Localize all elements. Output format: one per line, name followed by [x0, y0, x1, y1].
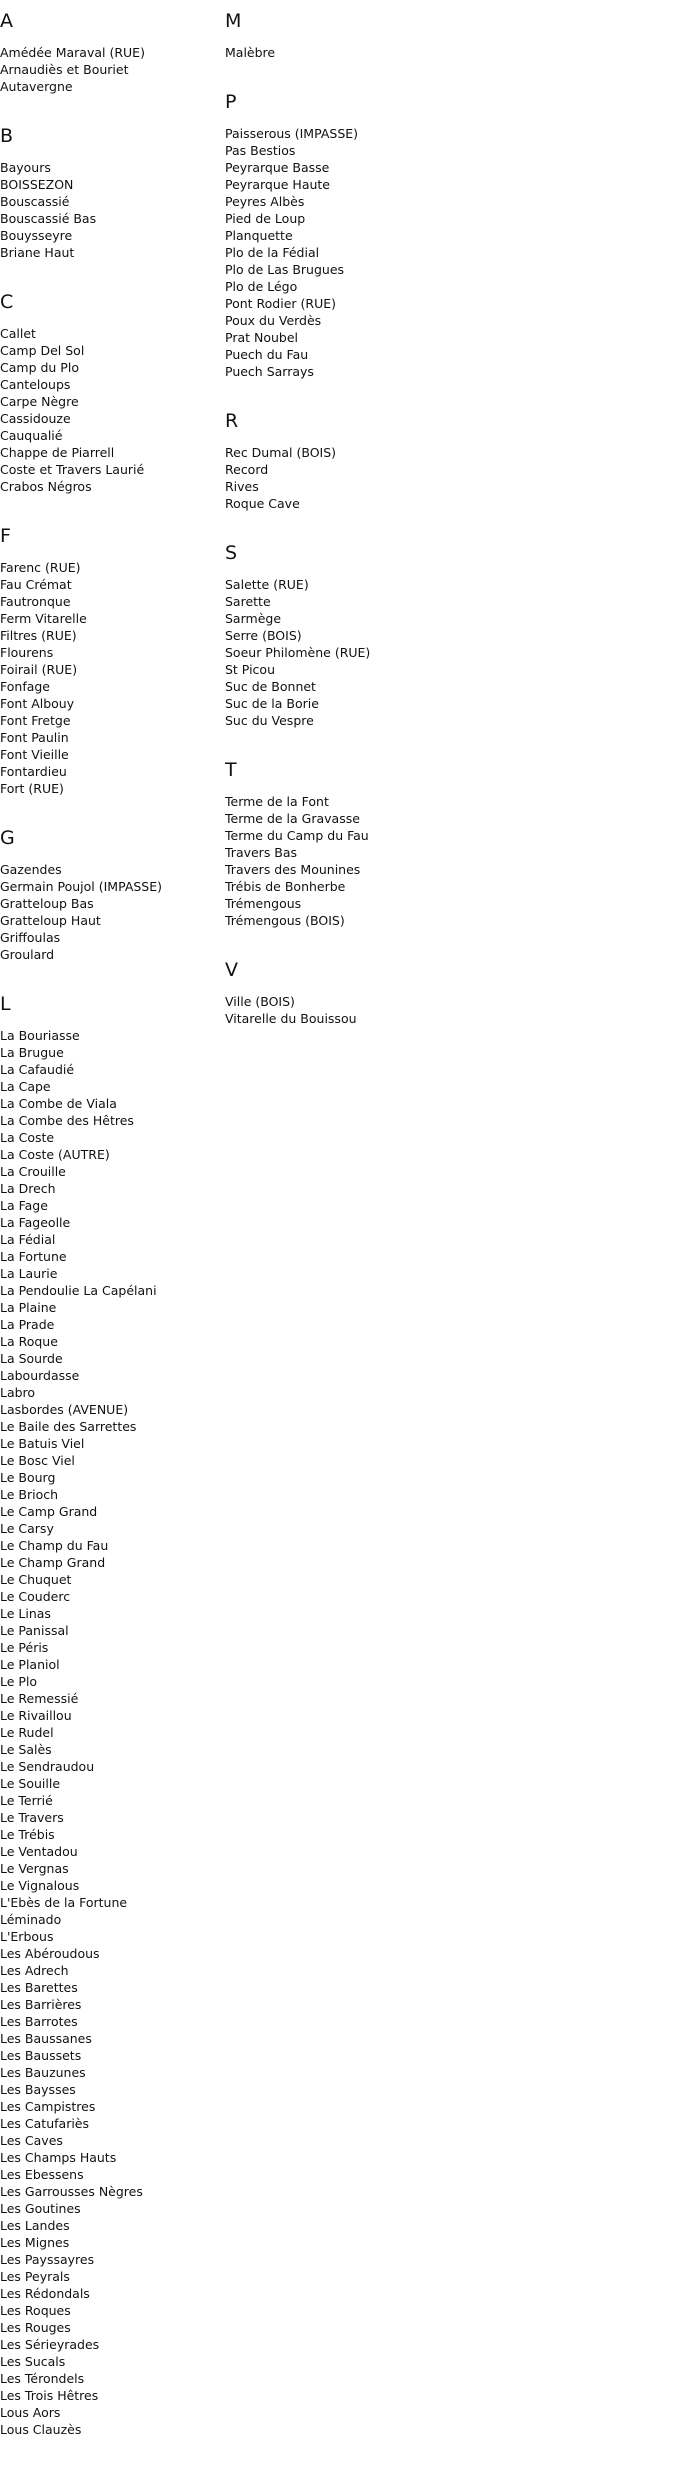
section-letter-heading: F	[0, 525, 11, 547]
place-link[interactable]: La Prade	[0, 1317, 55, 1332]
place-link[interactable]: Filtres (RUE)	[0, 628, 77, 643]
place-link[interactable]: Labourdasse	[0, 1368, 80, 1383]
place-link[interactable]: Les Trois Hêtres	[0, 2388, 99, 2403]
letter-section	[225, 759, 445, 929]
place-link[interactable]: Léminado	[0, 1912, 62, 1927]
place-link[interactable]: Germain Poujol (IMPASSE)	[0, 879, 163, 894]
place-link[interactable]: Les Rédondals	[0, 2286, 90, 2301]
place-link[interactable]: Le Bourg	[0, 1470, 56, 1485]
place-list	[225, 444, 445, 512]
place-link[interactable]: Le Panissal	[0, 1623, 69, 1638]
place-link[interactable]: Planquette	[225, 228, 293, 243]
place-link[interactable]: Les Rouges	[0, 2320, 71, 2335]
place-link[interactable]: Briane Haut	[0, 245, 75, 260]
place-link[interactable]: Les Campistres	[0, 2099, 96, 2114]
place-link[interactable]: Fort (RUE)	[0, 781, 64, 796]
place-link[interactable]: Lasbordes (AVENUE)	[0, 1402, 129, 1417]
place-link[interactable]: Trémengous	[225, 896, 302, 911]
place-link[interactable]: Bouysseyre	[0, 228, 73, 243]
place-link[interactable]: Le Chuquet	[0, 1572, 72, 1587]
place-link[interactable]: Le Linas	[0, 1606, 51, 1621]
place-list	[225, 793, 445, 929]
place-link[interactable]: La Drech	[0, 1181, 56, 1196]
place-link[interactable]: Plo de la Fédial	[225, 245, 320, 260]
letter-section	[225, 959, 445, 1027]
place-link[interactable]: Les Peyrals	[0, 2269, 70, 2284]
section-letter-heading: A	[0, 10, 13, 32]
place-link[interactable]: Arnaudiès et Bouriet	[0, 62, 129, 77]
section-letter-heading: L	[0, 993, 11, 1015]
place-link[interactable]: Les Ebessens	[0, 2167, 84, 2182]
place-link[interactable]: Bayours	[0, 160, 51, 175]
place-link[interactable]: Le Baile des Sarrettes	[0, 1419, 137, 1434]
place-link[interactable]: Serre (BOIS)	[225, 628, 302, 643]
place-link[interactable]: Les Térondels	[0, 2371, 85, 2386]
place-link[interactable]: Le Trébis	[0, 1827, 55, 1842]
section-letter-heading: R	[225, 410, 239, 432]
place-link[interactable]: Les Payssayres	[0, 2252, 95, 2267]
section-letter-heading: P	[225, 91, 237, 113]
left-column	[0, 10, 220, 2468]
place-link[interactable]: Plo de Légo	[225, 279, 298, 294]
place-link[interactable]: Cauqualié	[0, 428, 63, 443]
place-link[interactable]: Le Remessié	[0, 1691, 79, 1706]
place-link[interactable]: BOISSEZON	[0, 177, 74, 192]
place-link[interactable]: Carpe Nègre	[0, 394, 79, 409]
place-link[interactable]: Amédée Maraval (RUE)	[0, 45, 145, 60]
place-link[interactable]: Le Bosc Viel	[0, 1453, 75, 1468]
place-link[interactable]: Rec Dumal (BOIS)	[225, 445, 337, 460]
place-link[interactable]: Flourens	[0, 645, 54, 660]
place-link[interactable]: Poux du Verdès	[225, 313, 322, 328]
place-link[interactable]: Pas Bestios	[225, 143, 296, 158]
letter-section	[0, 291, 220, 495]
place-link[interactable]: Puech Sarrays	[225, 364, 314, 379]
place-link[interactable]: Ville (BOIS)	[225, 994, 295, 1009]
place-link[interactable]: Fautronque	[0, 594, 71, 609]
place-link[interactable]: Coste et Travers Laurié	[0, 462, 145, 477]
place-link[interactable]: La Combe des Hêtres	[0, 1113, 134, 1128]
place-link[interactable]: Le Souille	[0, 1776, 61, 1791]
place-link[interactable]: Les Bauzunes	[0, 2065, 86, 2080]
place-link[interactable]: Suc de Bonnet	[225, 679, 316, 694]
section-letter-heading: S	[225, 542, 238, 564]
place-link[interactable]: Peyrarque Basse	[225, 160, 330, 175]
letter-section	[0, 993, 220, 2438]
place-link[interactable]: Le Ventadou	[0, 1844, 78, 1859]
place-link[interactable]: Le Vignalous	[0, 1878, 80, 1893]
place-link[interactable]: Travers Bas	[225, 845, 298, 860]
place-link[interactable]: Le Salès	[0, 1742, 52, 1757]
place-link[interactable]: La Plaine	[0, 1300, 57, 1315]
place-link[interactable]: Les Roques	[0, 2303, 71, 2318]
place-link[interactable]: Le Brioch	[0, 1487, 59, 1502]
place-link[interactable]: Autavergne	[0, 79, 73, 94]
place-link[interactable]: Font Paulin	[0, 730, 69, 745]
right-column	[225, 10, 445, 1057]
letter-section	[225, 410, 445, 512]
place-link[interactable]: Font Albouy	[0, 696, 75, 711]
place-link[interactable]: Puech du Fau	[225, 347, 309, 362]
place-link[interactable]: Terme de la Font	[225, 794, 329, 809]
place-link[interactable]: Les Barrières	[0, 1997, 82, 2012]
place-list	[0, 44, 220, 95]
place-link[interactable]: Gratteloup Haut	[0, 913, 101, 928]
letter-section	[225, 542, 445, 729]
place-link[interactable]: Pont Rodier (RUE)	[225, 296, 337, 311]
place-link[interactable]: La Bouriasse	[0, 1028, 80, 1043]
letter-section	[0, 10, 220, 95]
place-link[interactable]: Plo de Las Brugues	[225, 262, 345, 277]
place-link[interactable]: Camp Del Sol	[0, 343, 85, 358]
place-link[interactable]: Travers des Mounines	[225, 862, 361, 877]
letter-section	[0, 827, 220, 963]
place-link[interactable]: Prat Noubel	[225, 330, 299, 345]
place-link[interactable]: Fontardieu	[0, 764, 67, 779]
place-link[interactable]: Roque Cave	[225, 496, 300, 511]
place-link[interactable]: Le Péris	[0, 1640, 49, 1655]
place-link[interactable]: Les Champs Hauts	[0, 2150, 117, 2165]
place-link[interactable]: Le Terrié	[0, 1793, 53, 1808]
place-link[interactable]: Les Abéroudous	[0, 1946, 100, 1961]
place-list	[0, 559, 220, 797]
place-link[interactable]: La Laurie	[0, 1266, 58, 1281]
place-link[interactable]: Le Planiol	[0, 1657, 60, 1672]
place-link[interactable]: Salette (RUE)	[225, 577, 309, 592]
place-link[interactable]: Trémengous (BOIS)	[225, 913, 345, 928]
place-link[interactable]: Les Sucals	[0, 2354, 66, 2369]
letter-section	[0, 125, 220, 261]
place-link[interactable]: Labro	[0, 1385, 36, 1400]
section-letter-heading: M	[225, 10, 242, 32]
place-link[interactable]: Terme de la Gravasse	[225, 811, 360, 826]
place-link[interactable]: Les Garrousses Nègres	[0, 2184, 143, 2199]
place-list	[0, 1027, 220, 2438]
place-link[interactable]: La Cape	[0, 1079, 51, 1094]
place-link[interactable]: Canteloups	[0, 377, 71, 392]
place-link[interactable]: Les Baussanes	[0, 2031, 92, 2046]
place-link[interactable]: Les Baussets	[0, 2048, 82, 2063]
place-link[interactable]: St Picou	[225, 662, 275, 677]
place-link[interactable]: Le Camp Grand	[0, 1504, 98, 1519]
place-link[interactable]: Le Vergnas	[0, 1861, 69, 1876]
place-link[interactable]: Vitarelle du Bouissou	[225, 1011, 357, 1026]
place-link[interactable]: Pied de Loup	[225, 211, 306, 226]
place-link[interactable]: Terme du Camp du Fau	[225, 828, 369, 843]
place-list	[225, 993, 445, 1027]
place-link[interactable]: Peyres Albès	[225, 194, 305, 209]
place-link[interactable]: Les Mignes	[0, 2235, 70, 2250]
place-link[interactable]: Soeur Philomène (RUE)	[225, 645, 371, 660]
place-link[interactable]: Les Catufariès	[0, 2116, 90, 2131]
place-link[interactable]: Malèbre	[225, 45, 276, 60]
place-link[interactable]: L'Ebès de la Fortune	[0, 1895, 128, 1910]
place-link[interactable]: Font Fretge	[0, 713, 71, 728]
place-link[interactable]: Bouscassié	[0, 194, 70, 209]
place-link[interactable]: Le Batuis Viel	[0, 1436, 85, 1451]
place-link[interactable]: Les Barettes	[0, 1980, 78, 1995]
place-link[interactable]: Bouscassié Bas	[0, 211, 97, 226]
place-link[interactable]: Le Couderc	[0, 1589, 71, 1604]
place-link[interactable]: Les Landes	[0, 2218, 70, 2233]
place-link[interactable]: Fonfage	[0, 679, 50, 694]
place-link[interactable]: Cassidouze	[0, 411, 71, 426]
place-list	[225, 125, 445, 380]
place-link[interactable]: La Coste (AUTRE)	[0, 1147, 110, 1162]
place-link[interactable]: Suc de la Borie	[225, 696, 319, 711]
place-link[interactable]: Paisserous (IMPASSE)	[225, 126, 359, 141]
place-link[interactable]: Peyrarque Haute	[225, 177, 330, 192]
place-link[interactable]: Le Champ Grand	[0, 1555, 106, 1570]
place-link[interactable]: Les Barrotes	[0, 2014, 78, 2029]
place-link[interactable]: Le Champ du Fau	[0, 1538, 109, 1553]
place-list	[225, 44, 445, 61]
place-link[interactable]: La Fageolle	[0, 1215, 71, 1230]
place-link[interactable]: Record	[225, 462, 269, 477]
place-link[interactable]: Groulard	[0, 947, 55, 962]
place-link[interactable]: Les Goutines	[0, 2201, 81, 2216]
place-link[interactable]: Camp du Plo	[0, 360, 79, 375]
place-link[interactable]: La Brugue	[0, 1045, 64, 1060]
place-link[interactable]: Farenc (RUE)	[0, 560, 81, 575]
place-link[interactable]: Lous Clauzès	[0, 2422, 82, 2437]
place-list	[0, 325, 220, 495]
place-list	[0, 861, 220, 963]
letter-section	[225, 10, 445, 61]
section-letter-heading: G	[0, 827, 15, 849]
place-list	[225, 576, 445, 729]
place-link[interactable]: La Fédial	[0, 1232, 56, 1247]
letter-section	[225, 91, 445, 380]
place-list	[0, 159, 220, 261]
place-link[interactable]: La Sourde	[0, 1351, 63, 1366]
place-link[interactable]: Le Sendraudou	[0, 1759, 95, 1774]
place-link[interactable]: Ferm Vitarelle	[0, 611, 87, 626]
place-link[interactable]: La Roque	[0, 1334, 58, 1349]
place-link[interactable]: Les Baysses	[0, 2082, 76, 2097]
place-link[interactable]: Suc du Vespre	[225, 713, 314, 728]
place-link[interactable]: Rives	[225, 479, 259, 494]
place-link[interactable]: La Cafaudié	[0, 1062, 75, 1077]
section-letter-heading: C	[0, 291, 14, 313]
place-link[interactable]: La Fortune	[0, 1249, 67, 1264]
place-link[interactable]: Lous Aors	[0, 2405, 61, 2420]
place-link[interactable]: Gratteloup Bas	[0, 896, 94, 911]
section-letter-heading: T	[225, 759, 237, 781]
place-link[interactable]: Foirail (RUE)	[0, 662, 78, 677]
place-link[interactable]: Le Carsy	[0, 1521, 54, 1536]
place-link[interactable]: Sarette	[225, 594, 271, 609]
place-link[interactable]: Gazendes	[0, 862, 62, 877]
place-link[interactable]: Callet	[0, 326, 36, 341]
place-link[interactable]: Trébis de Bonherbe	[225, 879, 346, 894]
place-link[interactable]: Fau Crémat	[0, 577, 72, 592]
section-letter-heading: B	[0, 125, 14, 147]
place-link[interactable]: Crabos Négros	[0, 479, 92, 494]
place-link[interactable]: Font Vieille	[0, 747, 69, 762]
place-link[interactable]: La Fage	[0, 1198, 48, 1213]
place-link[interactable]: Chappe de Piarrell	[0, 445, 115, 460]
letter-section	[0, 525, 220, 797]
section-letter-heading: V	[225, 959, 238, 981]
place-link[interactable]: La Coste	[0, 1130, 55, 1145]
place-link[interactable]: Le Travers	[0, 1810, 64, 1825]
place-link[interactable]: L'Erbous	[0, 1929, 54, 1944]
place-link[interactable]: Le Rudel	[0, 1725, 54, 1740]
place-link[interactable]: La Crouille	[0, 1164, 66, 1179]
place-link[interactable]: Les Sérieyrades	[0, 2337, 100, 2352]
place-link[interactable]: Le Rivaillou	[0, 1708, 72, 1723]
place-link[interactable]: La Combe de Viala	[0, 1096, 117, 1111]
place-link[interactable]: Les Adrech	[0, 1963, 69, 1978]
place-link[interactable]: Les Caves	[0, 2133, 63, 2148]
place-link[interactable]: Sarmège	[225, 611, 282, 626]
place-link[interactable]: Le Plo	[0, 1674, 38, 1689]
place-link[interactable]: Griffoulas	[0, 930, 61, 945]
place-link[interactable]: La Pendoulie La Capélani	[0, 1283, 157, 1298]
